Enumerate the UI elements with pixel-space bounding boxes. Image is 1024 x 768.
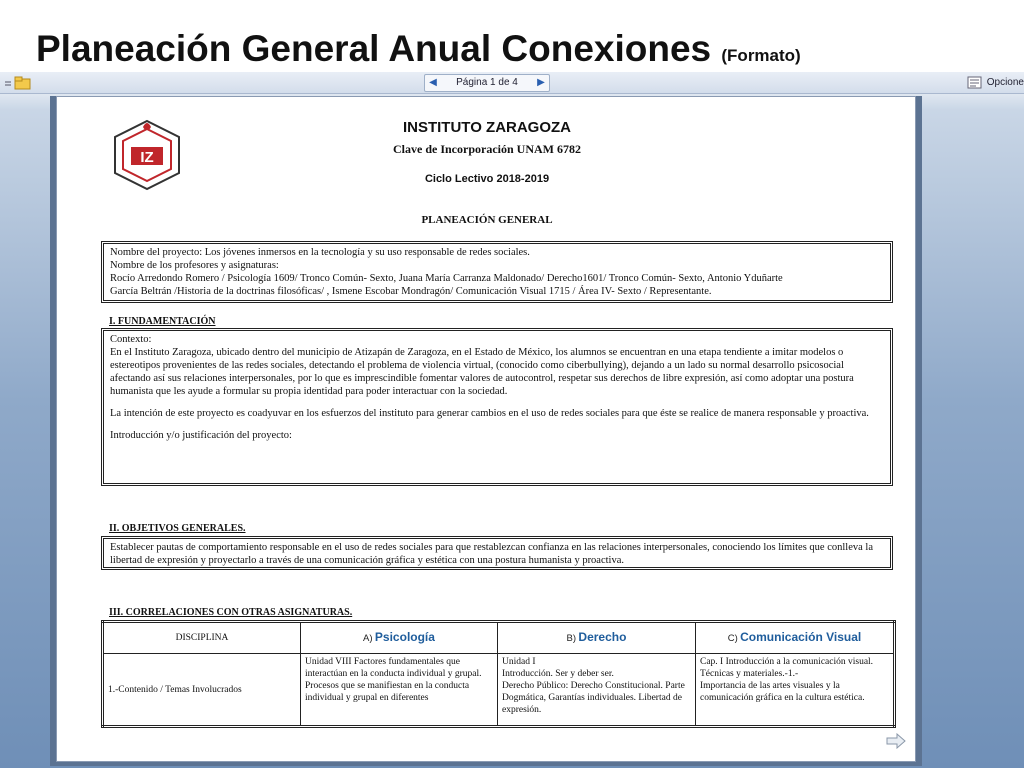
header-derecho: B) Derecho	[498, 622, 696, 654]
project-box	[101, 241, 893, 303]
incorporation-key: Clave de Incorporación UNAM 6782	[393, 142, 581, 156]
introduccion-label: Introducción y/o justificación del proyecto:	[110, 430, 292, 441]
teachers-line-1: Rocío Arredondo Romero / Psicología 1609/ Tronco Común- Sexto, Juana María Carranza Maldonado/ Derecho1601/ Tronco Común- Sexto, Antonio Yduñarte	[110, 273, 783, 284]
correlations-table	[101, 620, 896, 728]
table-header-row	[103, 622, 895, 654]
table-row	[103, 654, 895, 727]
slide-title	[36, 28, 801, 70]
institute-name: INSTITUTO ZARAGOZA	[402, 119, 572, 136]
cell-derecho: Unidad I Introducción. Ser y deber ser. Derecho Público: Derecho Constitucional. Parte Dogmática, Garantías individuales. Libertad de expresión.	[498, 654, 696, 727]
header-psicologia: A) Psicología	[301, 622, 498, 654]
row-label: 1.-Contenido / Temas Involucrados	[103, 654, 301, 727]
project-name-line: Nombre del proyecto: Los jóvenes inmersos en la tecnología y su uso responsable de redes sociales.	[110, 247, 530, 258]
intencion-text: La intención de este proyecto es coadyuvar en los esfuerzos del instituto para generar cambios en el uso de redes sociales para que éste se realice de manera responsable y proactiva.	[110, 408, 869, 419]
section-2-title: II. OBJETIVOS GENERALES.	[109, 523, 246, 534]
school-cycle: Ciclo Lectivo 2018-2019	[424, 173, 550, 185]
logo-text: IZ	[140, 149, 154, 166]
page-indicator: Página 1 de 4	[456, 77, 518, 88]
previous-page-icon[interactable]: ◀	[429, 77, 437, 88]
objetivos-box	[101, 536, 893, 570]
section-3-title: III. CORRELACIONES CON OTRAS ASIGNATURAS.	[109, 607, 353, 618]
contexto-text: En el Instituto Zaragoza, ubicado dentro del municipio de Atizapán de Zaragoza, en el Estado de México, los alumnos se encuentran en una etapa tendiente a imitar modelos o estereotipos provenientes de las redes sociales, detectando el problema de violencia virtual, (conocido como ciberbullying), dejando a un lado su normal desarrollo psicosocial afectando así sus relaciones interpersonales, por lo que es imprescindible fomentar valores de autocontrol, respetar sus derechos de libre expresión, así como adoptar una postura humanista que les ayude a formular su propia identidad para poder interactuar con la sociedad.	[110, 347, 854, 397]
folder-icon[interactable]	[14, 75, 32, 91]
page-navigator	[424, 74, 550, 92]
header-discipline: DISCIPLINA	[103, 622, 301, 654]
next-page-icon[interactable]: ▶	[537, 77, 545, 88]
viewer-toolbar	[0, 72, 1024, 94]
teachers-line-2: García Beltrán /Historia de la doctrinas filosóficas/ , Ismene Escobar Mondragón/ Comunicación Visual 1715 / Área IV- Sexto / Representante.	[110, 286, 712, 297]
options-label: Opcione	[986, 77, 1024, 88]
slide-title-text: Planeación General Anual Conexiones	[36, 28, 712, 69]
section-1-title: I. FUNDAMENTACIÓN	[109, 316, 216, 327]
institute-logo	[109, 117, 185, 193]
teachers-label-line: Nombre de los profesores y asignaturas:	[110, 260, 279, 271]
fundamentacion-box	[101, 328, 893, 486]
options-icon	[966, 74, 984, 90]
contexto-label: Contexto:	[110, 334, 152, 345]
document-page	[56, 96, 916, 762]
header-comunicacion-visual: C) Comunicación Visual	[696, 622, 895, 654]
cell-comunicacion-visual: Cap. I Introducción a la comunicación visual. Técnicas y materiales.-1.- Importancia de las artes visuales y la comunicación gráfica en la cultura estética.	[696, 654, 895, 727]
planning-title: PLANEACIÓN GENERAL	[421, 214, 553, 226]
cell-psicologia: Unidad VIII Factores fundamentales que interactúan en la conducta individual y grupal. Procesos que se manifiestan en la conducta individual y grupal en diferentes	[301, 654, 498, 727]
menu-arrow-icon[interactable]	[3, 75, 13, 91]
options-button[interactable]	[966, 74, 1024, 92]
slide-subtitle: (Formato)	[721, 46, 801, 65]
next-slide-arrow-icon[interactable]	[886, 733, 906, 749]
objetivos-text: Establecer pautas de comportamiento responsable en el uso de redes sociales para que restablezcan confianza en las relaciones interpersonales, conociendo los límites que conlleva la libertad de expresión y proyectarlo a través de una comunicación gráfica y estética con una postura humanista y proactiva.	[110, 542, 873, 566]
